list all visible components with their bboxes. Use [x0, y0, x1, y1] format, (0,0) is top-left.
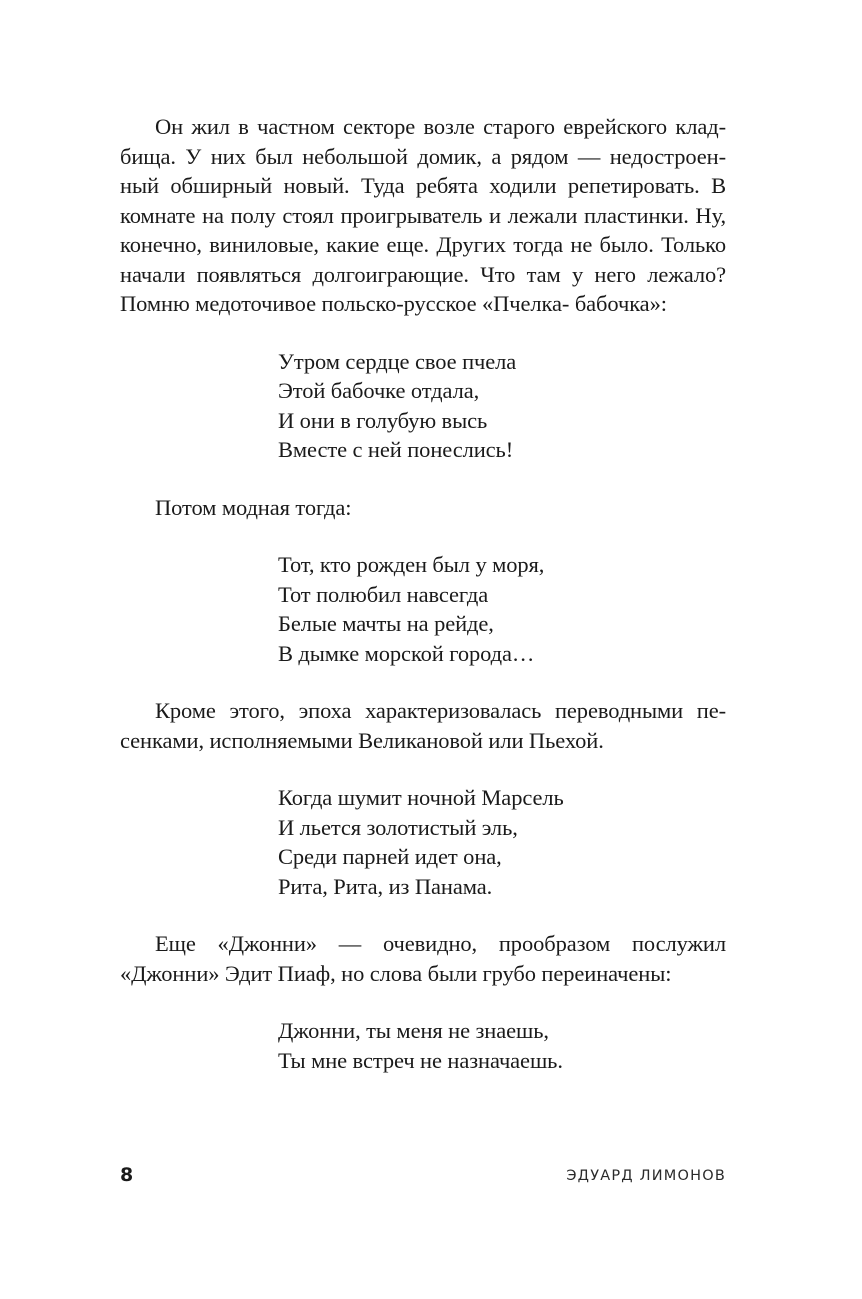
verse-line: Тот, кто рожден был у моря,: [278, 552, 545, 577]
page-body: [120, 112, 726, 1103]
verse-stanza-2: [278, 550, 726, 668]
verse-line: Рита, Рита, из Панама.: [278, 873, 493, 899]
verse-line: Джонни, ты меня не знаешь,: [278, 1018, 549, 1043]
page-footer: [120, 1164, 726, 1190]
paragraph-4: Еще «Джонни» — очевидно, прообразом послужил «Джонни» Эдит Пиаф, но слова были грубо переиначены:: [120, 931, 726, 986]
verse-line: Среди парней идет она,: [278, 844, 502, 869]
paragraph-3: Кроме этого, эпоха характеризовалась переводными пе- сенками, исполняемыми Великановой или Пьехой.: [120, 698, 726, 753]
verse-line: Тот полюбил навсегда: [278, 581, 489, 607]
verse-line: В дымке морской города…: [278, 640, 535, 666]
verse-line: Вместе с ней понеслись!: [278, 437, 514, 462]
paragraph-2: Потом модная тогда:: [155, 494, 352, 520]
page-number: 8: [120, 1164, 134, 1186]
verse-stanza-3: [278, 783, 726, 901]
verse-stanza-1: [278, 347, 726, 465]
verse-line: Белые мачты на рейде,: [278, 611, 494, 636]
running-footer-author: ЭДУАРД ЛИМОНОВ: [566, 1168, 726, 1184]
verse-line: Когда шумит ночной Марсель: [278, 785, 564, 810]
paragraph-1: Он жил в частном секторе возле старого еврейского клад- бища. У них был небольшой домик, а рядом — недостроен- ный обширный новый. Туда ребята ходили репетировать. В комнате на полу стоял проигрыватель и лежали пластинки. Ну, конечно, виниловые, какие еще. Других тогда не было. Только начали появляться долгоиграющие. Что там у него лежало? Помню медоточивое польско-русское «Пчелка- бабочка»:: [120, 114, 727, 316]
verse-line: И они в голубую высь: [278, 407, 488, 433]
verse-line: Утром сердце свое пчела: [278, 348, 517, 374]
verse-line: Этой бабочке отдала,: [278, 378, 480, 403]
verse-stanza-4: [278, 1016, 726, 1075]
verse-line: И льется золотистый эль,: [278, 814, 518, 840]
verse-line: Ты мне встреч не назначаешь.: [278, 1047, 563, 1073]
